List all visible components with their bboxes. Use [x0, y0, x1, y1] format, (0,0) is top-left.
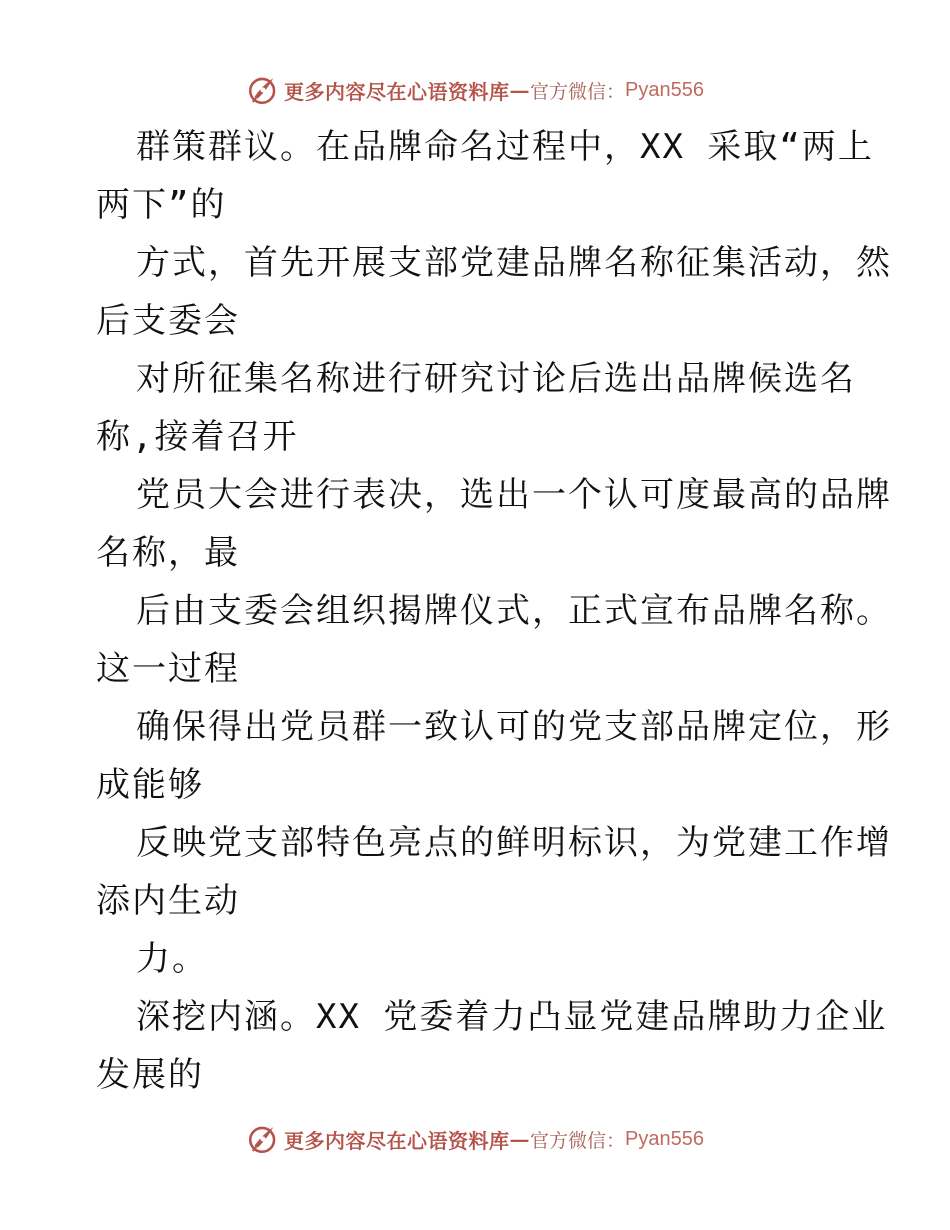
text-line: 深挖内涵。XX 党委着力凸显党建品牌助力企业 [136, 997, 888, 1037]
text-line: 党员大会进行表决，选出一个认可度最高的品牌 [136, 475, 892, 515]
text-line: 这一过程 [96, 649, 240, 689]
header-contact-handle: Pyan556 [625, 78, 704, 101]
text-line: 添内生动 [96, 881, 240, 921]
text-line: 确保得出党员群一致认可的党支部品牌定位，形 [136, 707, 892, 747]
quill-logo-icon [246, 73, 280, 107]
text-line: 对所征集名称进行研究讨论后选出品牌候选名 [136, 359, 856, 399]
text-line: 后支委会 [96, 301, 240, 341]
text-line: 方式，首先开展支部党建品牌名称征集活动，然 [136, 243, 892, 283]
text-line: 力。 [136, 939, 208, 979]
header-slogan: 更多内容尽在心语资料库 [284, 79, 510, 104]
text-line: 反映党支部特色亮点的鲜明标识，为党建工作增 [136, 823, 892, 863]
document-body [96, 118, 892, 1104]
header-separator: — [509, 78, 530, 102]
text-line: 后由支委会组织揭牌仪式，正式宣布品牌名称。 [136, 591, 892, 631]
header-watermark [0, 70, 950, 110]
text-line: 两下”的 [96, 185, 227, 225]
footer-separator: — [509, 1127, 530, 1151]
text-line: 称,接着召开 [96, 417, 299, 457]
text-line: 发展的 [96, 1055, 204, 1095]
text-line: 群策群议。在品牌命名过程中，XX 采取“两上 [136, 127, 874, 167]
footer-contact-handle: Pyan556 [625, 1127, 704, 1150]
text-line: 名称，最 [96, 533, 240, 573]
header-contact-label: 官方微信： [530, 80, 626, 103]
footer-watermark [0, 1119, 950, 1159]
text-line: 成能够 [96, 765, 204, 805]
quill-logo-icon [246, 1122, 280, 1156]
footer-slogan: 更多内容尽在心语资料库 [284, 1128, 510, 1153]
footer-contact-label: 官方微信： [530, 1129, 626, 1152]
